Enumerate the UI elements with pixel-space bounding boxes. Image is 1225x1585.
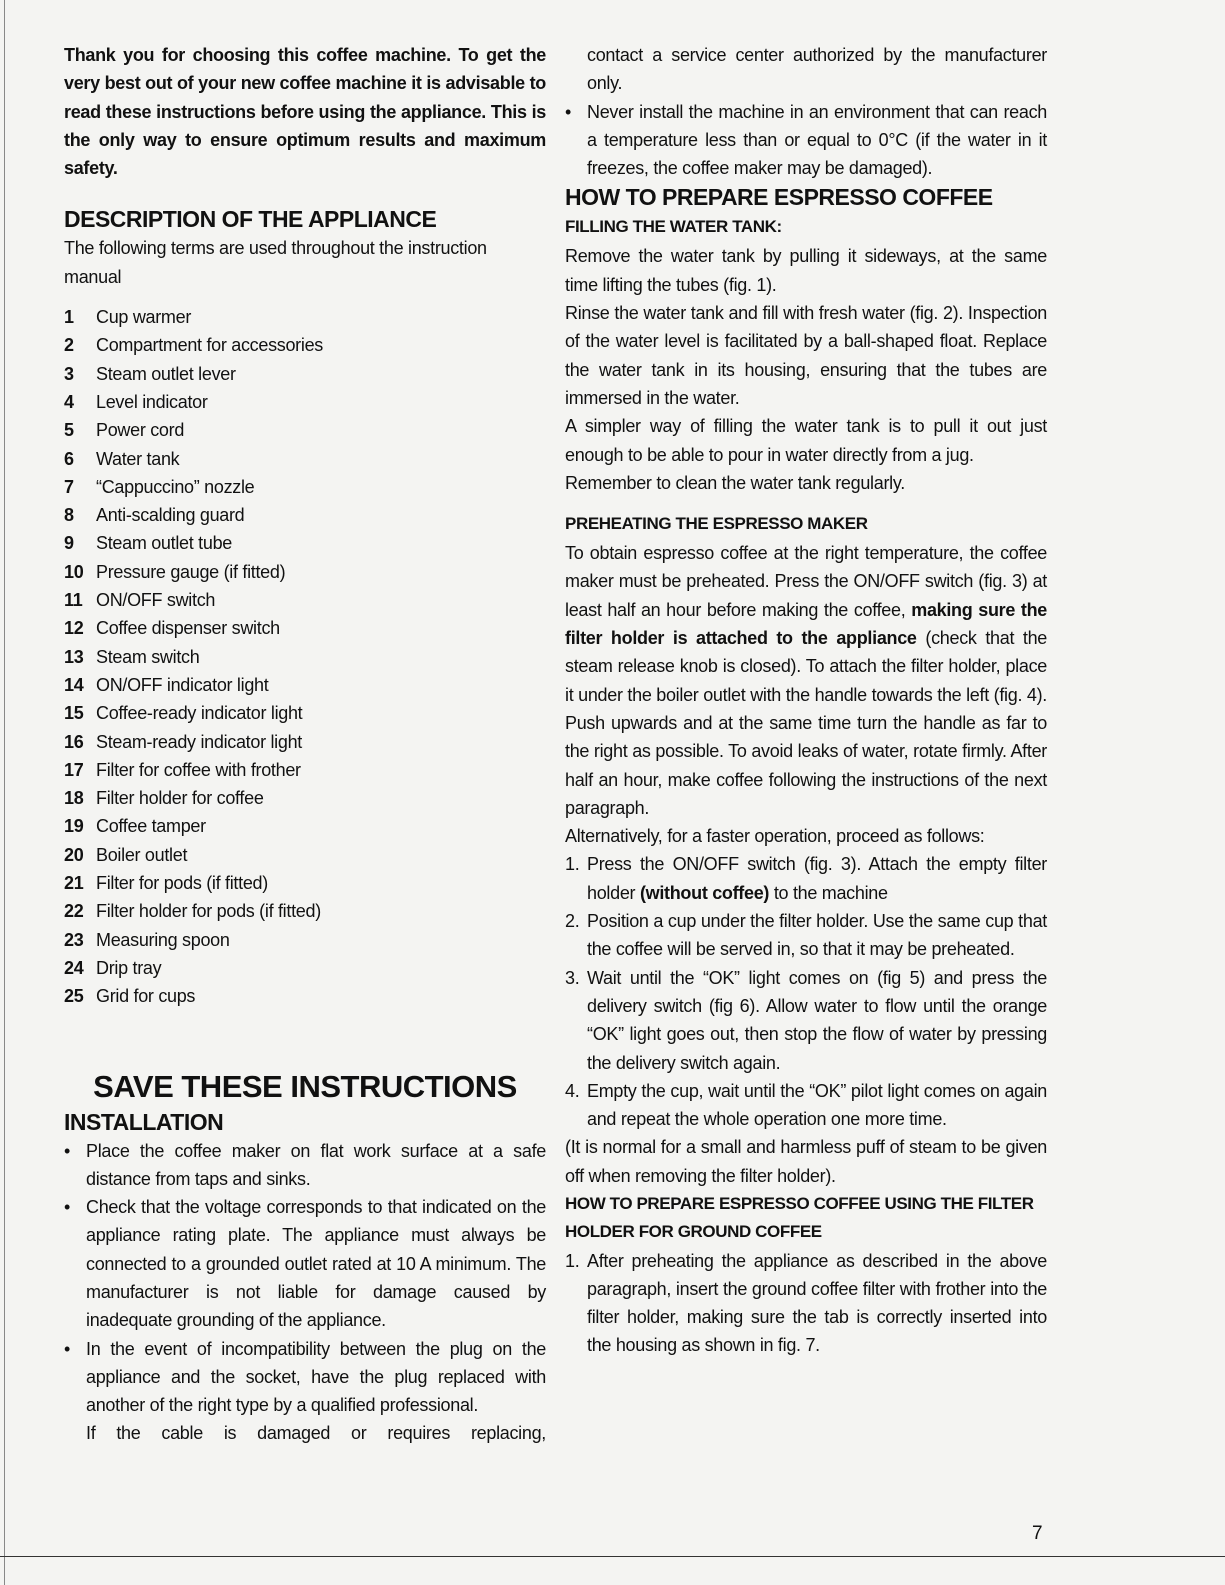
parts-list-item <box>64 303 546 331</box>
parts-list-item <box>64 586 546 614</box>
step-text: Empty the cup, wait until the “OK” pilot light comes on again and repeat the whole operation one more time. <box>587 1080 1047 1130</box>
step-number: 2. <box>565 911 580 932</box>
freeze-bullet: • Never install the machine in an environment that can reach a temperature less than or equal to 0°C (if the water in it freezes, the coffee maker may be damaged). <box>565 98 1047 183</box>
item-number: 6 <box>64 448 74 469</box>
parts-list-item <box>64 473 546 501</box>
page-bottom-edge <box>0 1556 1225 1557</box>
item-number: 24 <box>64 957 84 978</box>
item-number: 12 <box>64 618 84 639</box>
installation-heading: INSTALLATION <box>64 1108 224 1135</box>
step-number: 1. <box>565 1250 580 1271</box>
item-number: 5 <box>64 420 74 441</box>
item-label: Drip tray <box>96 957 162 978</box>
item-label: Coffee-ready indicator light <box>96 703 303 724</box>
parts-list-item <box>64 756 546 784</box>
step-number: 4. <box>565 1080 580 1101</box>
preheat-bold-text: making sure the filter holder is attached to the appliance <box>565 599 1047 649</box>
step-item <box>565 907 1047 964</box>
step-bold-text: (without coffee) <box>639 882 770 903</box>
item-number: 8 <box>64 505 74 526</box>
item-number: 9 <box>64 533 74 554</box>
item-number: 10 <box>64 561 84 582</box>
step-text: Wait until the “OK” light comes on (fig 5) and press the delivery switch (fig 6). Allow water to flow until the orange “OK” light goes out, then stop the flow of water by pressing the delivery switch again. <box>587 967 1047 1073</box>
step-text: After preheating the appliance as described in the above paragraph, insert the ground coffee filter with frother into the filter holder, making sure the tab is correctly inserted into the housing as shown in fig. 7. <box>587 1250 1047 1356</box>
description-heading: DESCRIPTION OF THE APPLIANCE <box>64 206 437 233</box>
parts-list-item <box>64 869 546 897</box>
item-label: Cup warmer <box>96 307 192 328</box>
preheat-paragraph <box>565 539 1047 822</box>
item-number: 1 <box>64 307 74 328</box>
item-label: “Cappuccino” nozzle <box>96 476 255 497</box>
item-label: ON/OFF switch <box>96 590 216 611</box>
espresso-heading: HOW TO PREPARE ESPRESSO COFFEE <box>565 184 993 211</box>
item-number: 18 <box>64 788 84 809</box>
filter-heading: HOW TO PREPARE ESPRESSO COFFEE USING THE FILTER HOLDER FOR GROUND COFFEE <box>565 1193 1034 1242</box>
item-number: 15 <box>64 703 84 724</box>
parts-list-item <box>64 784 546 812</box>
alternatively-text: Alternatively, for a faster operation, proceed as follows: <box>565 826 985 847</box>
description-text: The following terms are used throughout the instruction manual <box>64 238 487 287</box>
parts-list-item <box>64 445 546 473</box>
step-item <box>565 964 1047 1077</box>
parts-list-item <box>64 416 546 444</box>
parts-list-item <box>64 388 546 416</box>
item-label: Steam-ready indicator light <box>96 731 303 752</box>
filter-step-item <box>565 1247 1047 1360</box>
preheat-heading: PREHEATING THE ESPRESSO MAKER <box>565 514 868 534</box>
installation-bullet: • In the event of incompatibility between the plug on the appliance and the socket, have the plug replaced with another of the right type by a qualified professional. <box>64 1335 546 1420</box>
installation-bullet: • Place the coffee maker on flat work surface at a safe distance from taps and sinks. <box>64 1137 546 1194</box>
item-label: Boiler outlet <box>96 844 188 865</box>
item-number: 3 <box>64 363 74 384</box>
step-number: 1. <box>565 854 580 875</box>
item-label: Measuring spoon <box>96 929 230 950</box>
parts-list-item <box>64 897 546 925</box>
intro-paragraph: Thank you for choosing this coffee machine. To get the very best out of your new coffee machine it is advisable to read these instructions before using the appliance. This is the only way to ensure optimum results and maximum safety. <box>64 45 546 179</box>
step-text-end: to the machine <box>769 882 888 903</box>
right-column <box>565 41 1047 1360</box>
item-label: Anti-scalding guard <box>96 505 245 526</box>
parts-list-item <box>64 699 546 727</box>
left-column <box>64 41 546 1448</box>
parts-list-item <box>64 671 546 699</box>
steps-list <box>565 850 1047 1133</box>
item-number: 17 <box>64 759 84 780</box>
item-number: 20 <box>64 844 84 865</box>
installation-bullet: • Check that the voltage corresponds to that indicated on the appliance rating plate. The appliance must always be connected to a grounded outlet rated at 10 A minimum. The manufacturer is not liable for damage caused by inadequate grounding of the appliance. <box>64 1193 546 1334</box>
item-label: Water tank <box>96 448 180 469</box>
item-number: 7 <box>64 476 74 497</box>
item-number: 13 <box>64 646 84 667</box>
item-number: 16 <box>64 731 84 752</box>
save-instructions-heading: SAVE THESE INSTRUCTIONS <box>93 1068 517 1104</box>
step-item <box>565 1077 1047 1134</box>
item-number: 21 <box>64 873 84 894</box>
step-text: Press the ON/OFF switch (fig. 3). Attach the empty filter holder <box>587 854 1047 903</box>
item-label: Coffee tamper <box>96 816 206 837</box>
item-number: 14 <box>64 674 84 695</box>
item-label: Filter for coffee with frother <box>96 759 301 780</box>
item-label: Filter for pods (if fitted) <box>96 873 268 894</box>
item-number: 25 <box>64 986 84 1007</box>
filling-heading: FILLING THE WATER TANK: <box>565 217 782 237</box>
parts-list-item <box>64 501 546 529</box>
parts-list-item <box>64 954 546 982</box>
parts-list-item <box>64 558 546 586</box>
item-label: Coffee dispenser switch <box>96 618 280 639</box>
parts-list-item <box>64 926 546 954</box>
filling-paragraph: A simpler way of filling the water tank is to pull it out just enough to be able to pour in water directly from a jug. <box>565 416 1047 465</box>
parts-list-item <box>64 529 546 557</box>
preheat-text: To obtain espresso coffee at the right temperature, the coffee maker must be preheated. Press the ON/OFF switch (fig. 3) at least half an hour before making the coffee, <box>565 543 1047 620</box>
freeze-bullet-list <box>565 98 1047 183</box>
item-number: 23 <box>64 929 84 950</box>
filling-paragraph: Remember to clean the water tank regularly. <box>565 472 905 493</box>
filling-paragraph: Rinse the water tank and fill with fresh water (fig. 2). Inspection of the water level is facilitated by a ball-shaped float. Replace the water tank in its housing, ensuring that the tubes are immersed in the water. <box>565 303 1047 408</box>
steam-note: (It is normal for a small and harmless puff of steam to be given off when removing the filter holder). <box>565 1137 1047 1186</box>
parts-list-item <box>64 982 546 1010</box>
item-label: Compartment for accessories <box>96 335 323 356</box>
item-label: Filter holder for pods (if fitted) <box>96 901 321 922</box>
item-number: 19 <box>64 816 84 837</box>
parts-list-item <box>64 728 546 756</box>
item-label: Steam outlet lever <box>96 363 236 384</box>
item-label: Steam outlet tube <box>96 533 232 554</box>
parts-list-item <box>64 614 546 642</box>
cable-continued: contact a service center authorized by the manufacturer only. <box>587 45 1047 94</box>
page-number: 7 <box>1032 1523 1043 1544</box>
cable-text: If the cable is damaged or requires replacing, <box>86 1423 546 1444</box>
installation-bullets <box>64 1137 546 1420</box>
item-label: Pressure gauge (if fitted) <box>96 561 286 582</box>
item-label: Level indicator <box>96 391 208 412</box>
preheat-text-2: (check that the steam release knob is closed). To attach the filter holder, place it under the boiler outlet with the handle towards the left (fig. 4). Push upwards and at the same time turn the handle as far to the right as possible. To avoid leaks of water, rotate firmly. After half an hour, make coffee following the instructions of the next paragraph. <box>565 628 1048 818</box>
item-number: 4 <box>64 391 74 412</box>
step-number: 3. <box>565 967 580 988</box>
parts-list-item <box>64 643 546 671</box>
item-label: ON/OFF indicator light <box>96 674 269 695</box>
item-number: 2 <box>64 335 74 356</box>
parts-list-item <box>64 812 546 840</box>
item-label: Power cord <box>96 420 185 441</box>
parts-list-item <box>64 331 546 359</box>
parts-list-item <box>64 360 546 388</box>
item-number: 22 <box>64 901 84 922</box>
item-label: Filter holder for coffee <box>96 788 264 809</box>
filling-paragraph: Remove the water tank by pulling it sideways, at the same time lifting the tubes (fig. 1). <box>565 246 1047 295</box>
parts-list <box>64 303 546 1010</box>
item-number: 11 <box>64 590 83 611</box>
scan-edge <box>4 0 5 1585</box>
step-text: Position a cup under the filter holder. Use the same cup that the coffee will be served in, so that it may be preheated. <box>587 911 1047 960</box>
filter-steps-list <box>565 1247 1047 1360</box>
filling-section <box>565 242 1047 497</box>
item-label: Steam switch <box>96 646 200 667</box>
parts-list-item <box>64 841 546 869</box>
step-item <box>565 850 1047 907</box>
item-label: Grid for cups <box>96 986 196 1007</box>
